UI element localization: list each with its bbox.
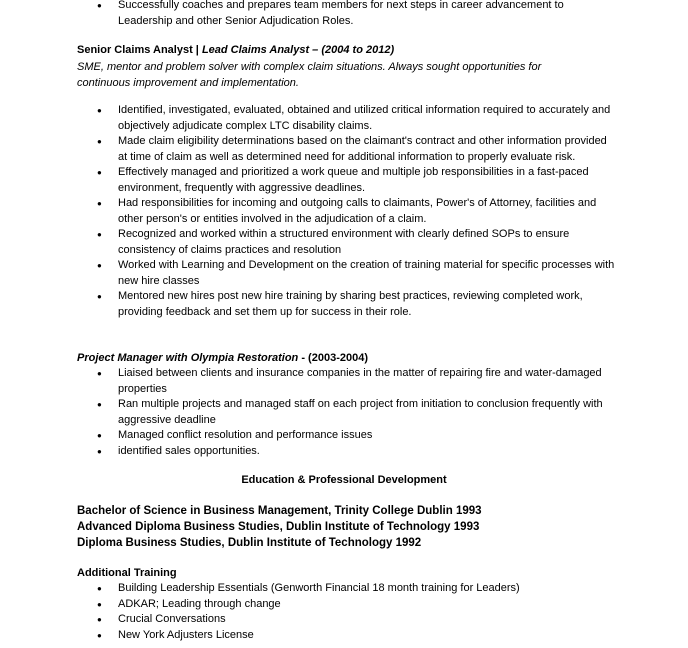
- list-item: ● Mentored new hires post new hire training by sharing best practices, reviewing completed work, providing feedback and set them up for success in their role.: [0, 289, 618, 320]
- training-heading: Additional Training: [77, 567, 177, 579]
- degree-list: [77, 503, 482, 551]
- education-heading: Education & Professional Development: [241, 474, 447, 486]
- list-item: ● Made claim eligibility determinations based on the claimant's contract and other information provided at time of claim as well as determined need for additional information to properly evaluate risk.: [0, 134, 618, 165]
- job-title-role: Lead Claims Analyst: [201, 44, 310, 56]
- claims-job-summary: SME, mentor and problem solver with complex claim situations. Always sought opportunities for continuous improvement and implementation.: [77, 61, 542, 89]
- claims-job-bullets: [0, 103, 688, 320]
- project-job-title: [77, 351, 368, 367]
- list-item: ● Recognized and worked within a structured environment with clearly defined SOPs to ensure consistency of claims practices and resolution: [0, 227, 618, 258]
- project-job-bullets: [0, 366, 688, 459]
- claims-job-title: [77, 43, 394, 59]
- list-item: ● Successfully coaches and prepares team members for next steps in career advancement to Leadership and other Senior Adjudication Roles.: [0, 0, 618, 29]
- list-item: ● Effectively managed and prioritized a work queue and multiple job responsibilities in a fast-paced environment, frequently with aggressive deadlines.: [0, 165, 618, 196]
- job-title-dates: - (2003-2004): [298, 352, 368, 364]
- degree-item: Advanced Diploma Business Studies, Dublin Institute of Technology 1993: [77, 521, 480, 533]
- list-item: ● Crucial Conversations: [0, 612, 618, 628]
- list-item: ● Had responsibilities for incoming and outgoing calls to claimants, Power's of Attorney, facilities and other person's or entities involved in the adjudication of a claim.: [0, 196, 618, 227]
- bullet-list: [0, 581, 688, 643]
- degree-item: Bachelor of Science in Business Management, Trinity College Dublin 1993: [77, 505, 482, 517]
- job-title-dates: – (2004 to 2012): [309, 44, 395, 56]
- list-item: ● Worked with Learning and Development on the creation of training material for specific processes with new hire classes: [0, 258, 618, 289]
- list-item: ● ADKAR; Leading through change: [0, 597, 618, 613]
- previous-role-bullets: [0, 0, 688, 29]
- list-item: ● Liaised between clients and insurance companies in the matter of repairing fire and water-damaged properties: [0, 366, 618, 397]
- training-bullets: [0, 581, 688, 643]
- bullet-list: [0, 366, 688, 459]
- degree-item: Diploma Business Studies, Dublin Institute of Technology 1992: [77, 537, 422, 549]
- list-item: ● Ran multiple projects and managed staff on each project from initiation to conclusion frequently with aggressive deadline: [0, 397, 618, 428]
- bullet-list: [0, 0, 688, 29]
- job-title-prefix: Senior Claims Analyst |: [77, 44, 202, 56]
- bullet-list: [0, 103, 688, 320]
- list-item: ● Identified, investigated, evaluated, obtained and utilized critical information required to accurately and objectively adjudicate complex LTC disability claims.: [0, 103, 618, 134]
- list-item: ● New York Adjusters License: [0, 628, 618, 644]
- list-item: ● Managed conflict resolution and performance issues: [0, 428, 618, 444]
- job-title-role: Project Manager with Olympia Restoration: [77, 352, 299, 364]
- list-item: ● Building Leadership Essentials (Genworth Financial 18 month training for Leaders): [0, 581, 638, 597]
- list-item: ● identified sales opportunities.: [0, 444, 618, 460]
